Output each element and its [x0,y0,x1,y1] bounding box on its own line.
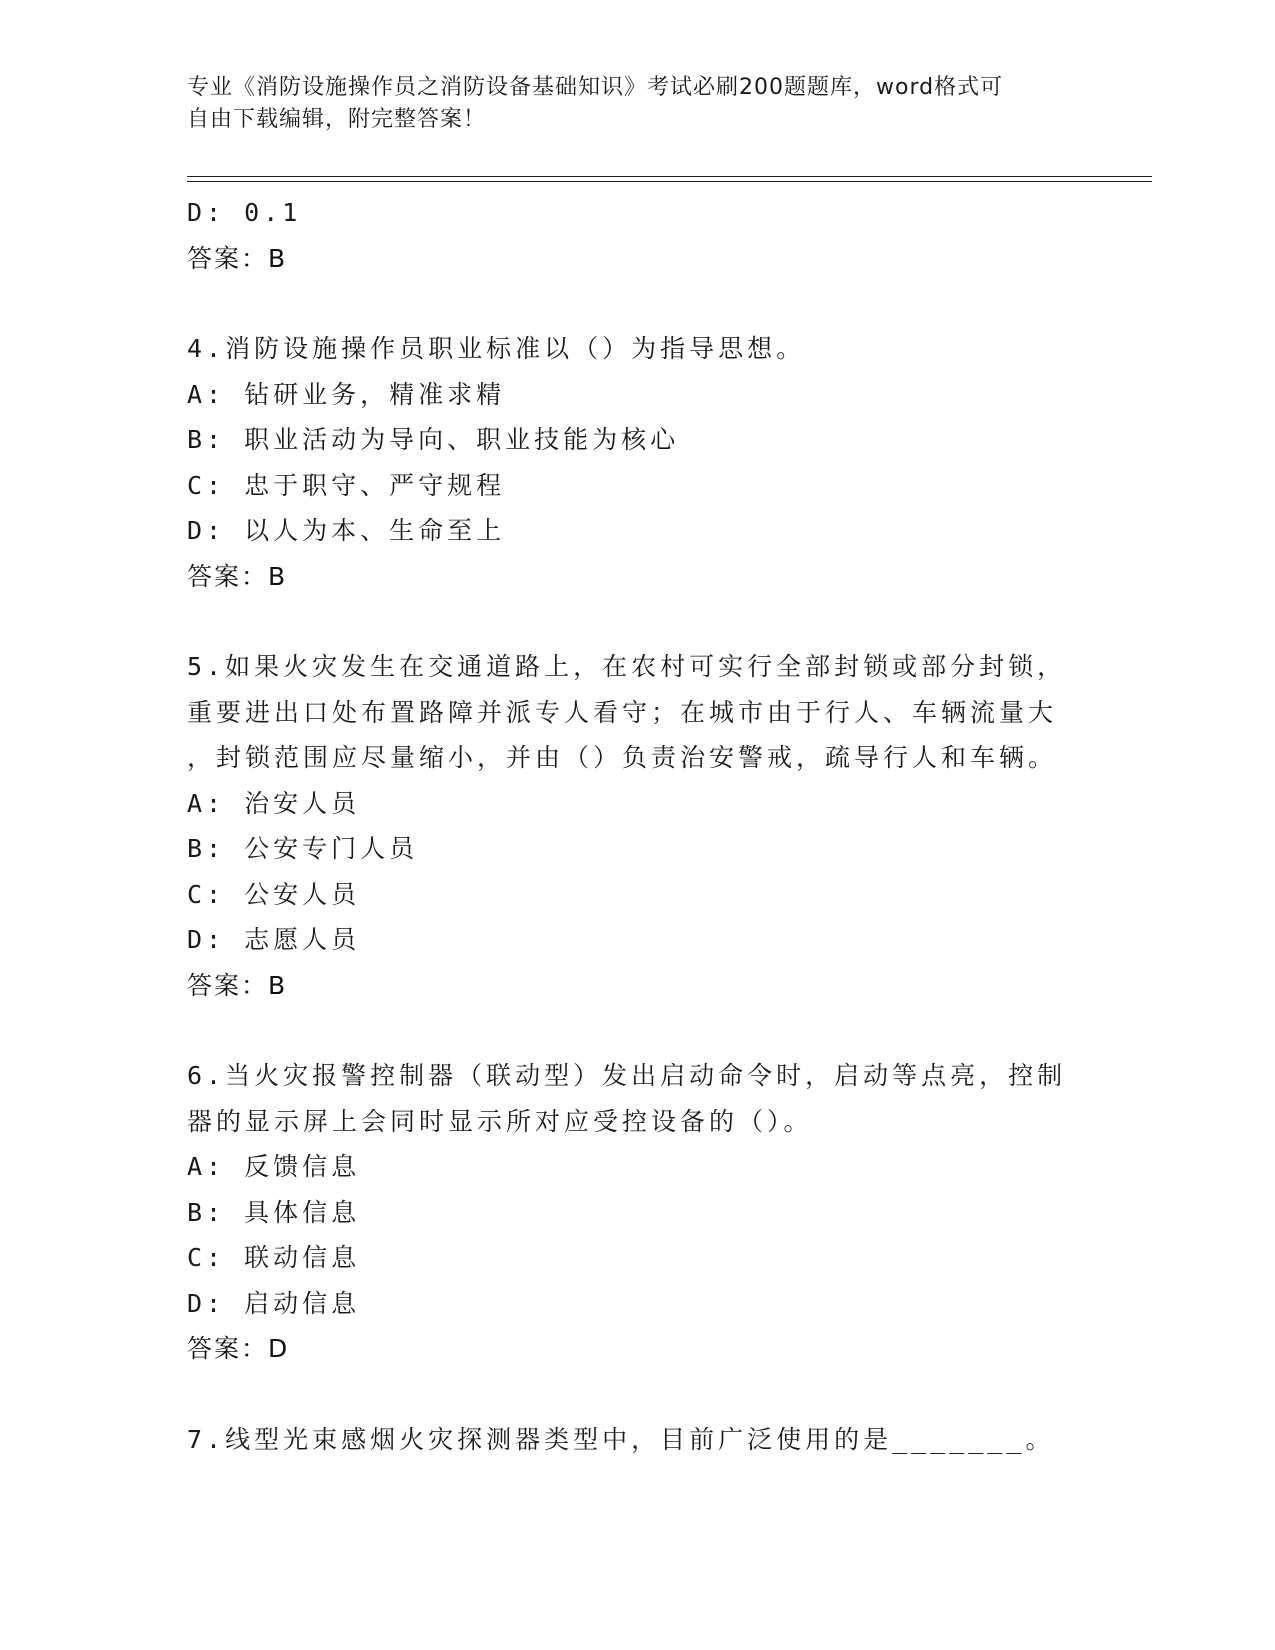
question-content [187,190,1067,1462]
question-5 [187,644,1067,1008]
option-a: A: 钻研业务，精准求精 [187,379,506,409]
question-6 [187,1053,1067,1372]
header-title-line-1: 专业《消防设施操作员之消防设备基础知识》考试必刷200题题库，word格式可 [187,75,1004,100]
question-stem-line-1: 5.如果火灾发生在交通道路上，在农村可实行全部封锁或部分封锁， [187,652,1067,681]
option-b: B: 具体信息 [187,1197,361,1227]
question-stem-line-1: 6.当火灾报警控制器（联动型）发出启动命令时，启动等点亮，控制 [187,1061,1067,1090]
question-4 [187,326,1067,599]
header-title-line-2: 自由下载编辑，附完整答案！ [187,107,487,132]
option-d: D: 启动信息 [187,1288,361,1318]
option-d: D: 0.1 [187,198,302,227]
question-stem-line-3: ，封锁范围应尽量缩小，并由（）负责治安警戒，疏导行人和车辆。 [187,743,1058,772]
option-c: C: 公安人员 [187,879,361,909]
question-stem: 7.线型光束感烟火灾探测器类型中，目前广泛使用的是_______。 [187,1424,1055,1454]
answer-line: 答案：B [187,970,288,1000]
option-c: C: 联动信息 [187,1243,361,1272]
answer-line: 答案：B [187,243,288,273]
question-stem-line-2: 重要进出口处布置路障并派专人看守；在城市由于行人、车辆流量大 [187,697,1058,727]
option-d: D: 志愿人员 [187,925,361,954]
document-header [187,72,1087,136]
header-rule-thin [187,181,1152,182]
option-c: C: 忠于职守、严守规程 [187,470,506,500]
option-b: B: 职业活动为导向、职业技能为核心 [187,425,680,454]
question-stem-line-2: 器的显示屏上会同时显示所对应受控设备的（）。 [187,1106,813,1136]
carryover-block [187,190,1067,281]
question-7 [187,1417,1067,1463]
question-stem: 4.消防设施操作员职业标准以（）为指导思想。 [187,334,806,363]
answer-line: 答案：D [187,1334,290,1363]
option-b: B: 公安专门人员 [187,834,419,863]
answer-line: 答案：B [187,561,288,591]
option-a: A: 反馈信息 [187,1152,361,1181]
option-d: D: 以人为本、生命至上 [187,516,506,545]
option-a: A: 治安人员 [187,788,361,818]
header-rule-thick [187,176,1152,177]
